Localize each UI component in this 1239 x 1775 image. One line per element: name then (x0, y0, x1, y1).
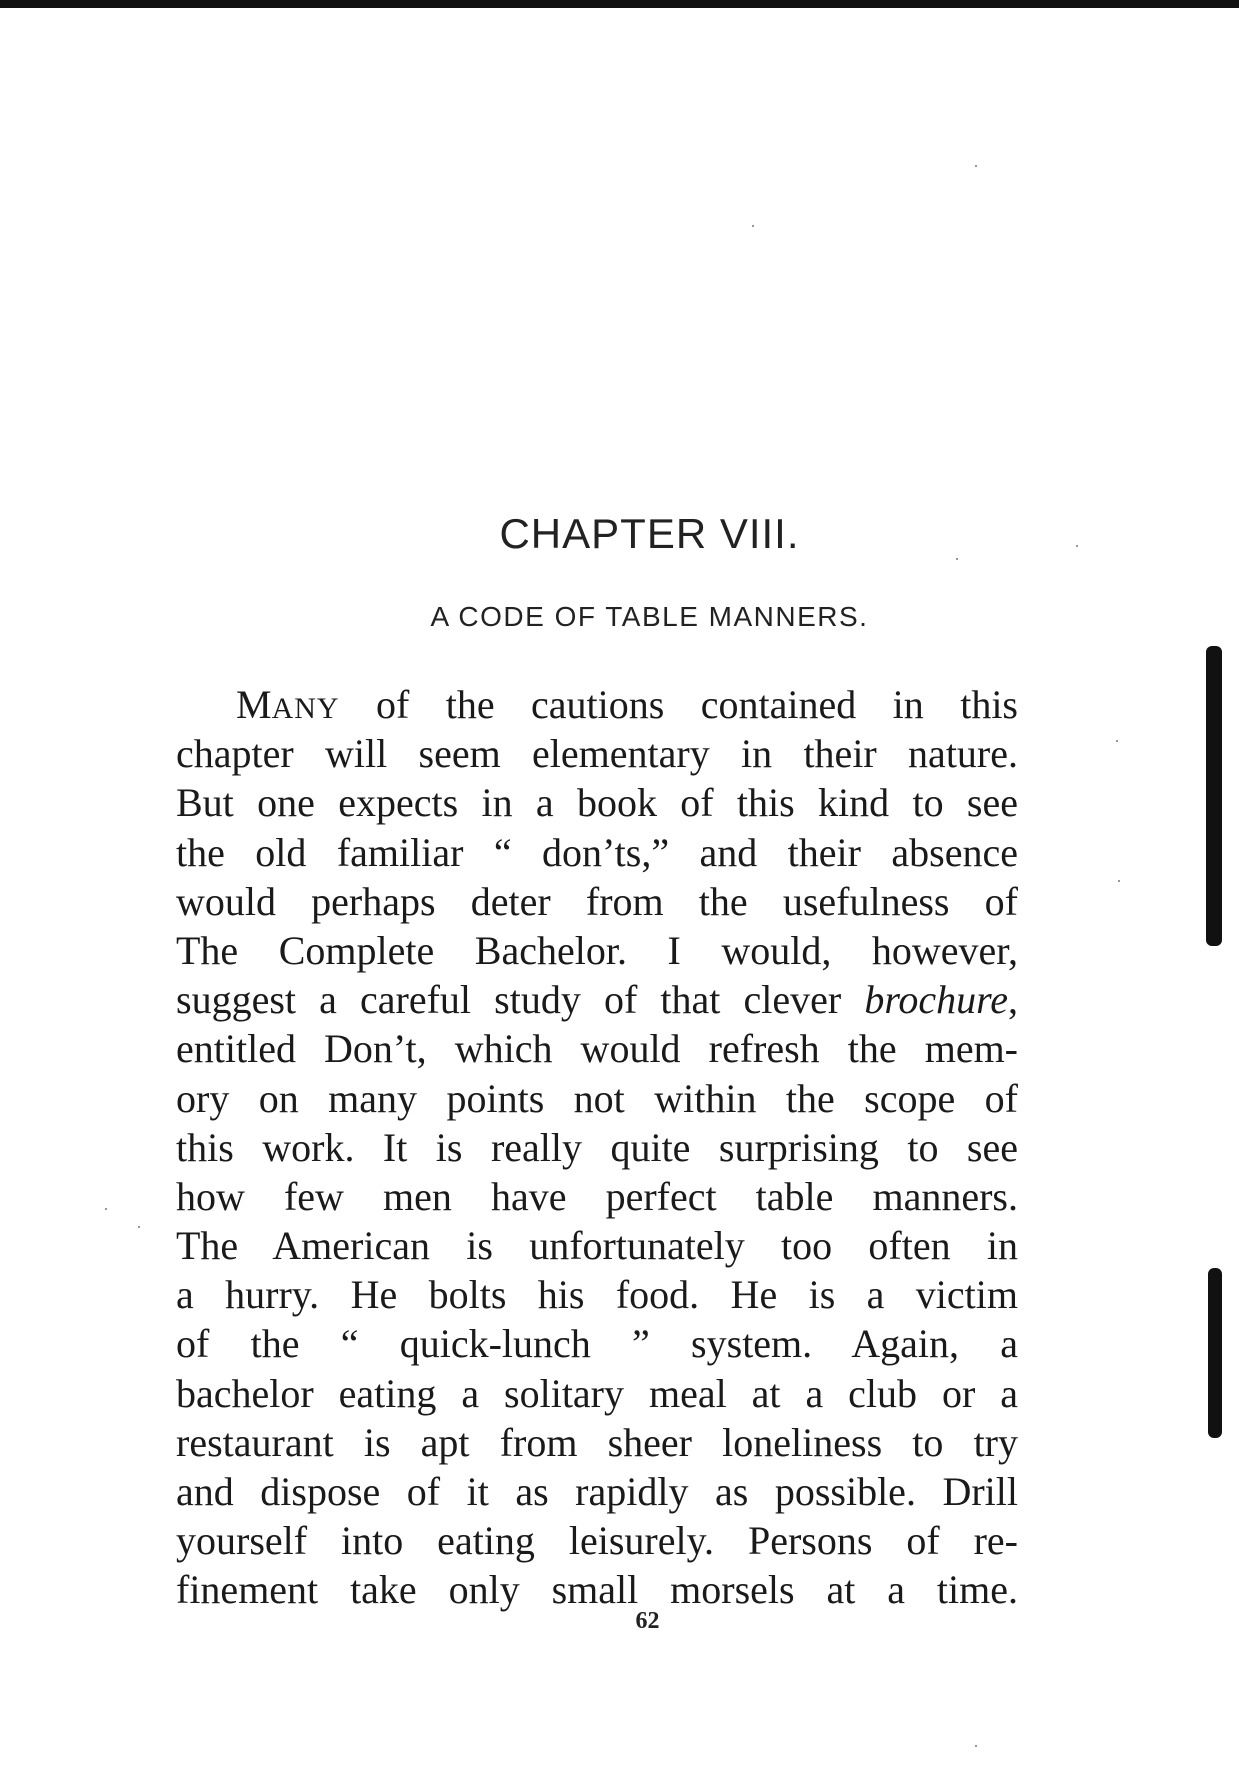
page-number: 62 (635, 1608, 660, 1634)
text-line: a hurry. He bolts his food. He is a victim (176, 1272, 1018, 1318)
text-line-content: of the cautions contained in this (339, 682, 1018, 727)
text-line: chapter will seem elementary in their nature. (176, 731, 1018, 777)
scan-speck (138, 1226, 140, 1228)
italic-trailing-punct: , (1008, 977, 1018, 1023)
scan-speck (975, 165, 977, 167)
lead-small-caps: ANY (271, 692, 340, 725)
text-line: But one expects in a book of this kind to see (176, 780, 1018, 826)
body-paragraph (176, 680, 1018, 1615)
scan-speck (956, 558, 958, 560)
scan-speck (1116, 740, 1118, 742)
text-line: finement take only small morsels at a time. (176, 1567, 1018, 1613)
text-line: how few men have perfect table manners. (176, 1173, 1018, 1219)
scan-speck (105, 1208, 107, 1210)
chapter-heading: CHAPTER VIII. (499, 510, 800, 557)
text-line: bachelor eating a solitary meal at a club or a (176, 1370, 1018, 1416)
scan-speck (752, 225, 754, 227)
top-border-rule (0, 0, 1239, 8)
italic-word: brochure (864, 977, 1008, 1023)
scan-edge-mark (1208, 1268, 1222, 1438)
text-line (176, 975, 1018, 1024)
text-line: the old familiar “ don’ts,” and their absence (176, 829, 1018, 875)
text-line: of the “ quick-lunch ” system. Again, a (176, 1321, 1018, 1367)
scan-speck (1076, 545, 1078, 547)
text-line: and dispose of it as rapidly as possible. Drill (176, 1469, 1018, 1514)
text-line: ory on many points not within the scope of (176, 1075, 1018, 1121)
text-line: restaurant is apt from sheer loneliness to try (176, 1419, 1018, 1465)
text-line: this work. It is really quite surprising to see (176, 1124, 1018, 1170)
text-line (176, 680, 1018, 729)
text-line: The American is unfortunately too often in (176, 1223, 1018, 1269)
lead-capital: M (236, 682, 272, 727)
text-line: The Complete Bachelor. I would, however, (176, 927, 1018, 973)
text-line-content: suggest a careful study of that clever (176, 977, 865, 1023)
chapter-subtitle: A CODE OF TABLE MANNERS. (430, 601, 869, 632)
scan-edge-mark (1206, 646, 1222, 946)
scan-speck (1118, 880, 1120, 882)
text-line: entitled Don’t, which would refresh the mem- (176, 1026, 1018, 1072)
scan-speck (975, 1745, 977, 1747)
text-line: would perhaps deter from the usefulness of (176, 878, 1018, 924)
text-line: yourself into eating leisurely. Persons of re- (176, 1518, 1018, 1564)
